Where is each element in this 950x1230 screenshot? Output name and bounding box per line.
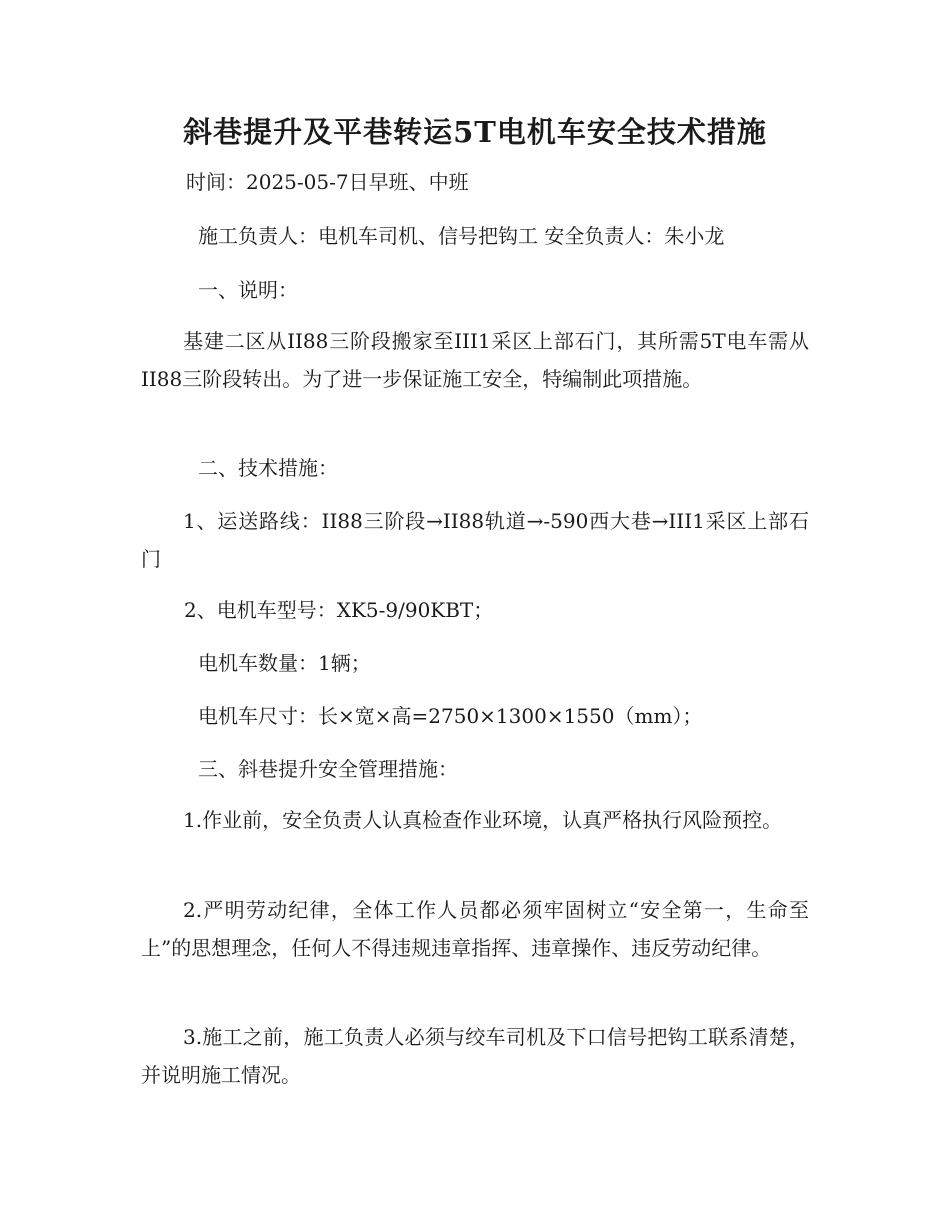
item-route: 1、运送路线：II88三阶段→II88轨道→-590西大巷→III1采区上部石门 — [141, 509, 809, 571]
section-1-body: 基建二区从II88三阶段搬家至III1采区上部石门，其所需5T电车需从II88三阶段转出。为了进一步保证施工安全，特编制此项措施。 — [141, 329, 809, 391]
time-line: 时间：2025-05-7日早班、中班 — [186, 170, 469, 194]
measure-2: 2.严明劳动纪律，全体工作人员都必须牢固树立“安全第一，生命至上”的思想理念，任何人不得违规违章指挥、违章操作、违反劳动纪律。 — [141, 898, 809, 960]
responsible-line: 施工负责人：电机车司机、信号把钩工 安全负责人：朱小龙 — [198, 224, 725, 248]
item-size: 电机车尺寸：长×宽×高=2750×1300×1550（mm）； — [198, 704, 703, 728]
document-title: 斜巷提升及平巷转运5T电机车安全技术措施 — [183, 115, 767, 149]
measure-1: 1.作业前，安全负责人认真检查作业环境，认真严格执行风险预控。 — [183, 808, 783, 832]
section-3-heading: 三、斜巷提升安全管理措施： — [198, 757, 458, 781]
item-model: 2、电机车型号：XK5-9/90KBT； — [184, 598, 494, 622]
measure-3: 3.施工之前，施工负责人必须与绞车司机及下口信号把钩工联系清楚，并说明施工情况。 — [141, 1025, 809, 1087]
item-quantity: 电机车数量：1辆； — [198, 651, 371, 675]
section-2-heading: 二、技术措施： — [198, 456, 338, 480]
section-1-heading: 一、说明： — [198, 278, 298, 302]
